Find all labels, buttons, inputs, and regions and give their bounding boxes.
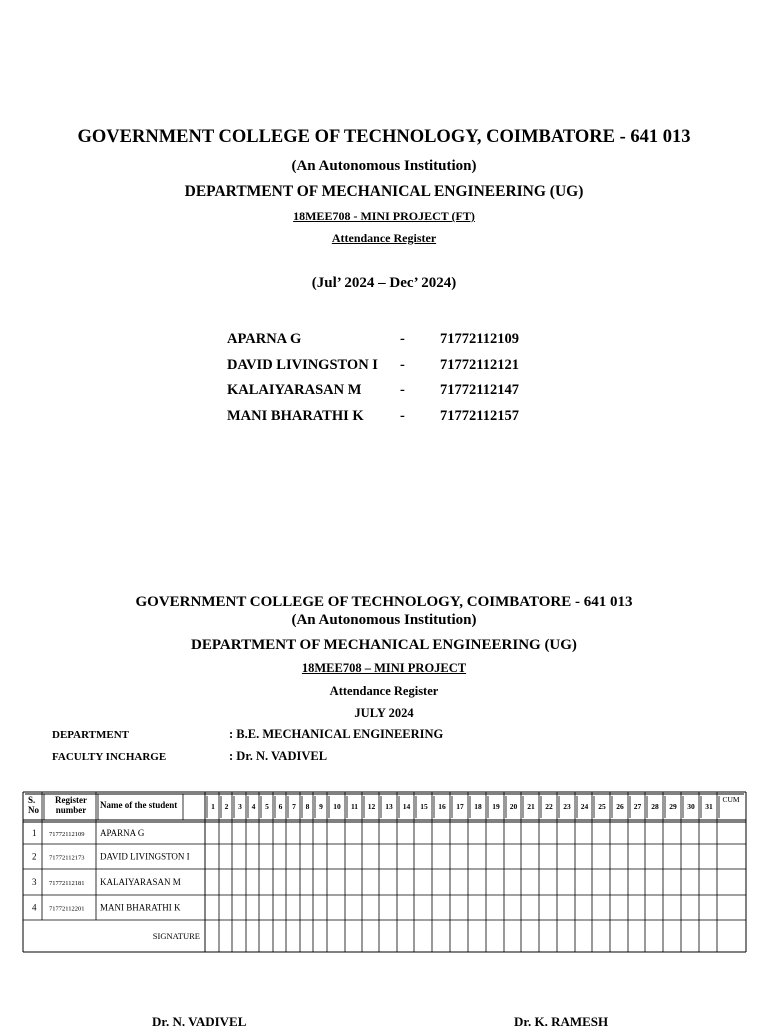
header-day-2: 2 [224,802,229,811]
header-day-3: 3 [238,802,242,811]
faculty-label: FACULTY INCHARGE [52,751,167,763]
header-register-number: Register [55,795,87,805]
department-label: DEPARTMENT [52,729,130,741]
row-student-name: KALAIYARASAN M [100,877,181,887]
header-day-14: 14 [402,802,411,811]
cover-college-title: GOVERNMENT COLLEGE OF TECHNOLOGY, COIMBATORE - 641 013 [77,127,691,147]
cover-institution-subtitle: (An Autonomous Institution) [291,158,477,174]
header-day-12: 12 [367,802,376,811]
signature-right-name: Dr. K. RAMESH [514,1014,609,1029]
row-sno: 2 [32,851,37,862]
row-student-name: APARNA G [100,828,145,838]
signature-row-label: SIGNATURE [152,931,200,941]
cover-student-name: MANI BHARATHI K [227,408,364,424]
cover-student-regno: 71772112121 [440,357,519,373]
header-day-13: 13 [385,802,393,811]
register-department-heading: DEPARTMENT OF MECHANICAL ENGINEERING (UG) [191,637,577,653]
cover-student-regno: 71772112147 [440,382,519,398]
row-student-name: MANI BHARATHI K [100,902,181,913]
cover-student-separator: - [400,408,405,424]
header-day-30: 30 [687,802,695,811]
header-day-15: 15 [420,802,428,811]
header-day-24: 24 [580,802,589,811]
row-register-number: 71772112181 [49,880,85,887]
row-register-number: 71772112109 [49,831,85,838]
header-sno: S. [28,795,36,805]
register-month: JULY 2024 [354,706,414,720]
header-day-11: 11 [350,802,359,811]
cover-period: (Jul’ 2024 – Dec’ 2024) [311,275,457,291]
cover-register-title: Attendance Register [331,231,437,245]
header-day-25: 25 [598,802,606,811]
faculty-value: : Dr. N. VADIVEL [229,749,328,763]
register-college-title: GOVERNMENT COLLEGE OF TECHNOLOGY, COIMBATORE - 641 013 [135,594,633,610]
header-day-6: 6 [278,802,283,811]
row-register-number: 71772112201 [49,905,85,913]
header-cum: CUM [722,795,740,804]
cover-student-name: KALAIYARASAN M [227,382,362,398]
header-day-20: 20 [509,802,518,811]
cover-student-separator: - [400,382,405,398]
register-institution-subtitle: (An Autonomous Institution) [291,612,477,628]
header-day-28: 28 [651,802,659,811]
row-sno: 3 [32,877,37,887]
header-day-19: 19 [492,802,500,811]
row-sno: 4 [32,902,37,913]
header-day-17: 17 [456,802,464,811]
register-title: Attendance Register [329,684,439,698]
cover-student-regno: 71772112157 [440,408,519,424]
header-student-name: Name of the student [100,800,178,810]
row-register-number: 71772112173 [49,854,85,862]
cover-student-separator: - [400,331,405,347]
header-day-8: 8 [305,802,310,811]
header-day-26: 26 [616,802,624,811]
header-day-1: 1 [211,802,215,811]
header-day-22: 22 [545,802,553,811]
signature-left-name: Dr. N. VADIVEL [152,1014,247,1029]
header-day-27: 27 [633,802,642,811]
header-day-29: 29 [669,802,677,811]
header-day-21: 21 [527,802,535,811]
cover-course-code: 18MEE708 - MINI PROJECT (FT) [293,209,475,223]
cover-student-separator: - [400,357,405,373]
header-register-number: number [55,805,87,815]
cover-student-regno: 71772112109 [440,331,519,347]
cover-department-heading: DEPARTMENT OF MECHANICAL ENGINEERING (UG) [184,183,584,200]
header-day-16: 16 [438,802,446,811]
header-day-10: 10 [333,802,341,811]
row-sno: 1 [32,828,37,838]
header-day-4: 4 [251,802,256,811]
header-sno: No [28,805,39,815]
header-day-31: 31 [705,802,713,811]
header-day-9: 9 [319,802,323,811]
register-course-code: 18MEE708 – MINI PROJECT [301,661,467,675]
department-value: : B.E. MECHANICAL ENGINEERING [229,727,444,741]
cover-student-name: APARNA G [227,331,302,347]
header-day-18: 18 [474,802,482,811]
row-student-name: DAVID LIVINGSTON I [100,851,190,862]
cover-student-name: DAVID LIVINGSTON I [227,357,378,373]
header-day-7: 7 [292,802,296,811]
header-day-23: 23 [563,802,571,811]
header-day-5: 5 [265,802,269,811]
